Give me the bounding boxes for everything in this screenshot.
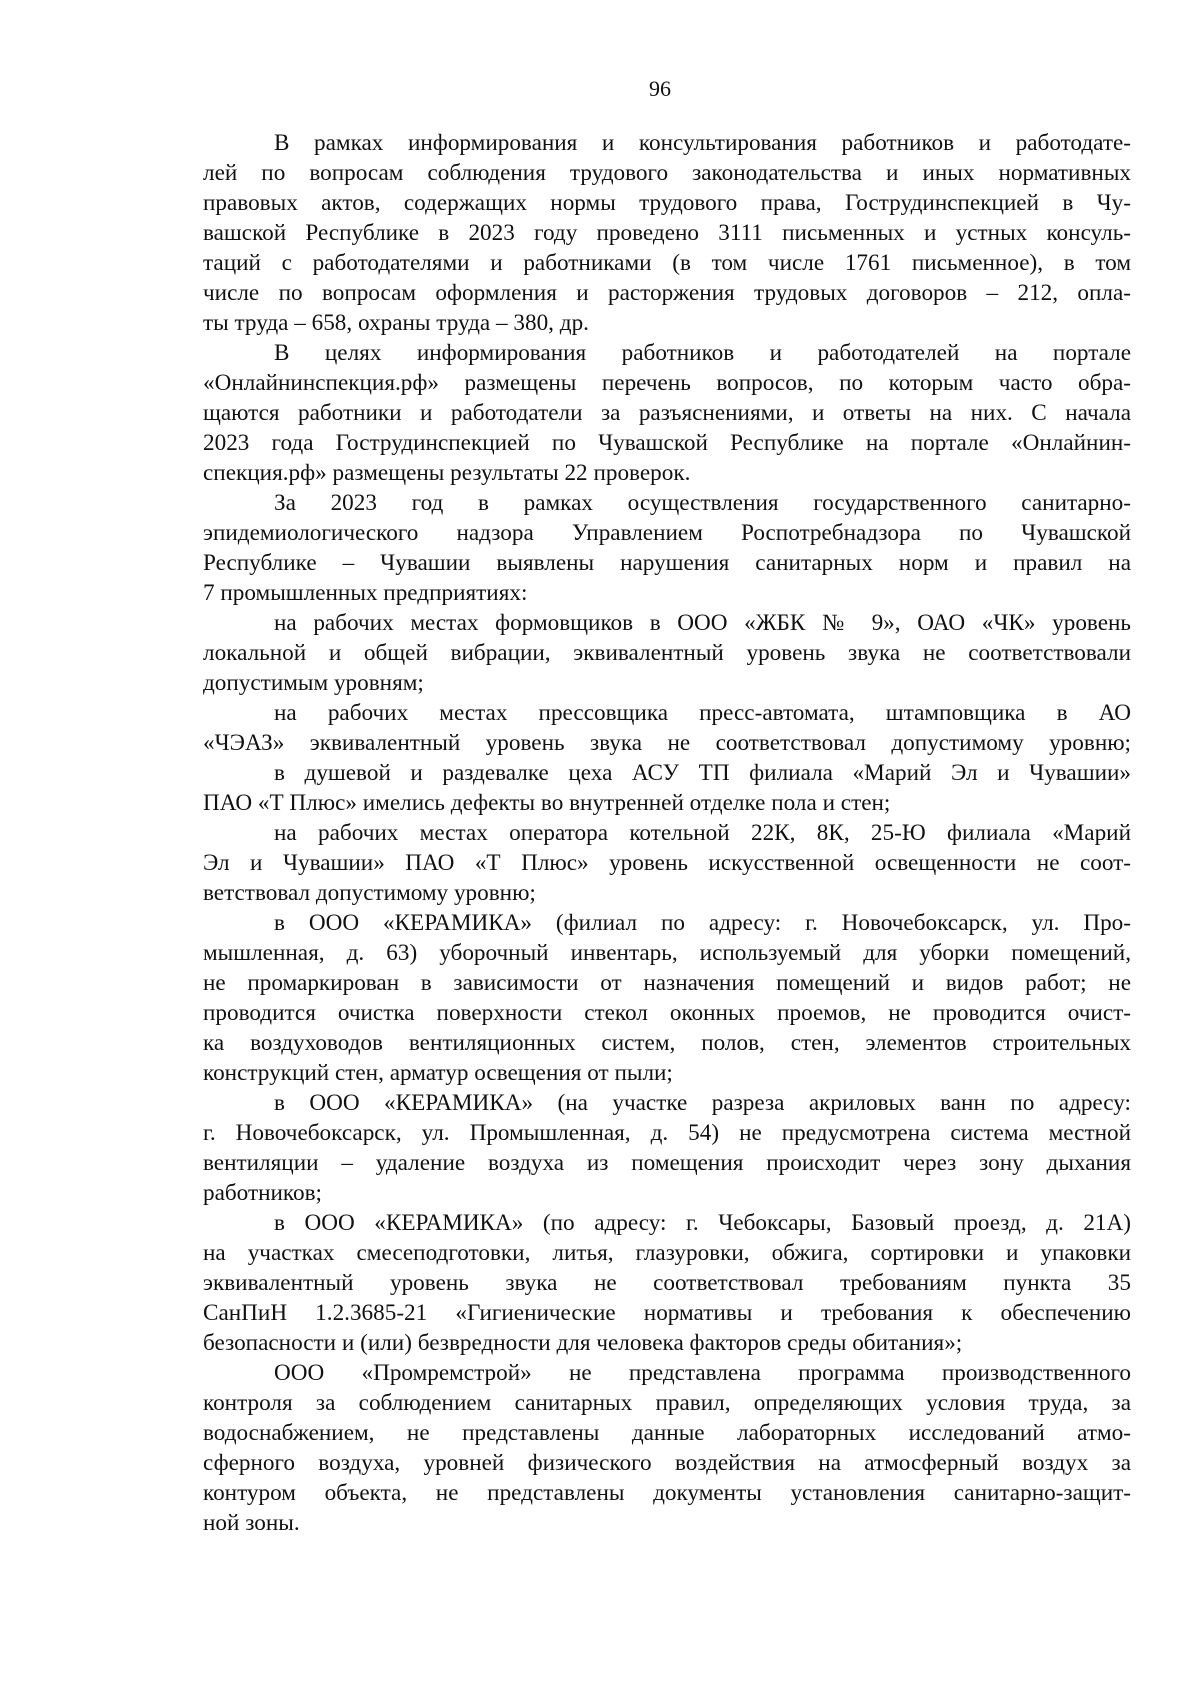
document-body — [203, 128, 1131, 1538]
page-number: 96 — [649, 76, 671, 101]
paragraph-first-line: на рабочих местах прессовщика пресс-автомата, штамповщика в АО — [274, 700, 1131, 726]
text-line: работников; — [203, 1180, 322, 1206]
text-line: Эл и Чувашии» ПАО «Т Плюс» уровень искусственной освещенности не соот- — [203, 850, 1131, 876]
text-line: водоснабжением, не представлены данные лабораторных исследований атмо- — [203, 1420, 1131, 1446]
paragraph-first-line: в ООО «КЕРАМИКА» (по адресу: г. Чебоксары, Базовый проезд, д. 21А) — [274, 1210, 1131, 1236]
text-line: контуром объекта, не представлены документы установления санитарно-защит- — [203, 1480, 1131, 1506]
text-line: вентиляции – удаление воздуха из помещения происходит через зону дыхания — [203, 1150, 1131, 1176]
text-line: ПАО «Т Плюс» имелись дефекты во внутренней отделке пола и стен; — [203, 790, 891, 816]
text-line: контроля за соблюдением санитарных правил, определяющих условия труда, за — [203, 1390, 1131, 1416]
text-line: лей по вопросам соблюдения трудового законодательства и иных нормативных — [203, 160, 1131, 186]
text-line: г. Новочебоксарск, ул. Промышленная, д. 54) не предусмотрена система местной — [203, 1120, 1131, 1146]
text-line: таций с работодателями и работниками (в том числе 1761 письменное), в том — [203, 250, 1131, 276]
text-line: вашской Республике в 2023 году проведено 3111 письменных и устных консуль- — [203, 220, 1131, 246]
paragraph-first-line: В целях информирования работников и работодателей на портале — [274, 340, 1131, 366]
text-line: конструкций стен, арматур освещения от пыли; — [203, 1060, 673, 1086]
text-line: ной зоны. — [203, 1510, 300, 1536]
paragraph-first-line: в душевой и раздевалке цеха АСУ ТП филиала «Марий Эл и Чувашии» — [274, 760, 1131, 786]
paragraph-first-line: на рабочих местах формовщиков в ООО «ЖБК № 9», ОАО «ЧК» уровень — [274, 610, 1131, 636]
text-line: правовых актов, содержащих нормы трудового права, Гострудинспекцией в Чу- — [203, 190, 1131, 216]
text-line: допустимым уровням; — [203, 670, 424, 696]
text-line: эквивалентный уровень звука не соответствовал требованиям пункта 35 — [203, 1270, 1131, 1296]
text-line: числе по вопросам оформления и расторжения трудовых договоров – 212, опла- — [203, 280, 1131, 306]
paragraph-first-line: на рабочих местах оператора котельной 22К, 8К, 25-Ю филиала «Марий — [274, 820, 1131, 846]
text-line: Республике – Чувашии выявлены нарушения санитарных норм и правил на — [203, 550, 1131, 576]
text-line: ты труда – 658, охраны труда – 380, др. — [203, 310, 589, 336]
text-line: безопасности и (или) безвредности для человека факторов среды обитания»; — [203, 1330, 963, 1356]
text-line: на участках смесеподготовки, литья, глазуровки, обжига, сортировки и упаковки — [203, 1240, 1131, 1266]
text-line: эпидемиологического надзора Управлением Роспотребнадзора по Чувашской — [203, 520, 1131, 546]
text-line: «Онлайнинспекция.рф» размещены перечень вопросов, по которым часто обра- — [203, 370, 1131, 396]
text-line: мышленная, д. 63) уборочный инвентарь, используемый для уборки помещений, — [203, 940, 1131, 966]
text-line: локальной и общей вибрации, эквивалентный уровень звука не соответствовали — [203, 640, 1131, 666]
text-line: 2023 года Гострудинспекцией по Чувашской Республике на портале «Онлайнин- — [203, 430, 1131, 456]
paragraph-first-line: в ООО «КЕРАМИКА» (филиал по адресу: г. Новочебоксарск, ул. Про- — [274, 910, 1131, 936]
paragraph-first-line: в ООО «КЕРАМИКА» (на участке разреза акриловых ванн по адресу: — [274, 1090, 1131, 1116]
text-line: спекция.рф» размещены результаты 22 проверок. — [203, 460, 691, 486]
paragraph-first-line: ООО «Промремстрой» не представлена программа производственного — [274, 1360, 1131, 1386]
text-line: «ЧЭАЗ» эквивалентный уровень звука не соответствовал допустимому уровню; — [203, 730, 1131, 756]
paragraph-first-line: В рамках информирования и консультирования работников и работодате- — [274, 130, 1131, 156]
text-line: 7 промышленных предприятиях: — [203, 580, 528, 606]
text-line: щаются работники и работодатели за разъяснениями, и ответы на них. С начала — [203, 400, 1131, 426]
text-line: СанПиН 1.2.3685-21 «Гигиенические нормативы и требования к обеспечению — [203, 1300, 1131, 1326]
text-line: не промаркирован в зависимости от назначения помещений и видов работ; не — [203, 970, 1131, 996]
text-line: ка воздуховодов вентиляционных систем, полов, стен, элементов строительных — [203, 1030, 1131, 1056]
text-line: ветствовал допустимому уровню; — [203, 880, 536, 906]
text-line: сферного воздуха, уровней физического воздействия на атмосферный воздух за — [203, 1450, 1131, 1476]
text-line: проводится очистка поверхности стекол оконных проемов, не проводится очист- — [203, 1000, 1131, 1026]
paragraph-first-line: За 2023 год в рамках осуществления государственного санитарно- — [274, 490, 1131, 516]
